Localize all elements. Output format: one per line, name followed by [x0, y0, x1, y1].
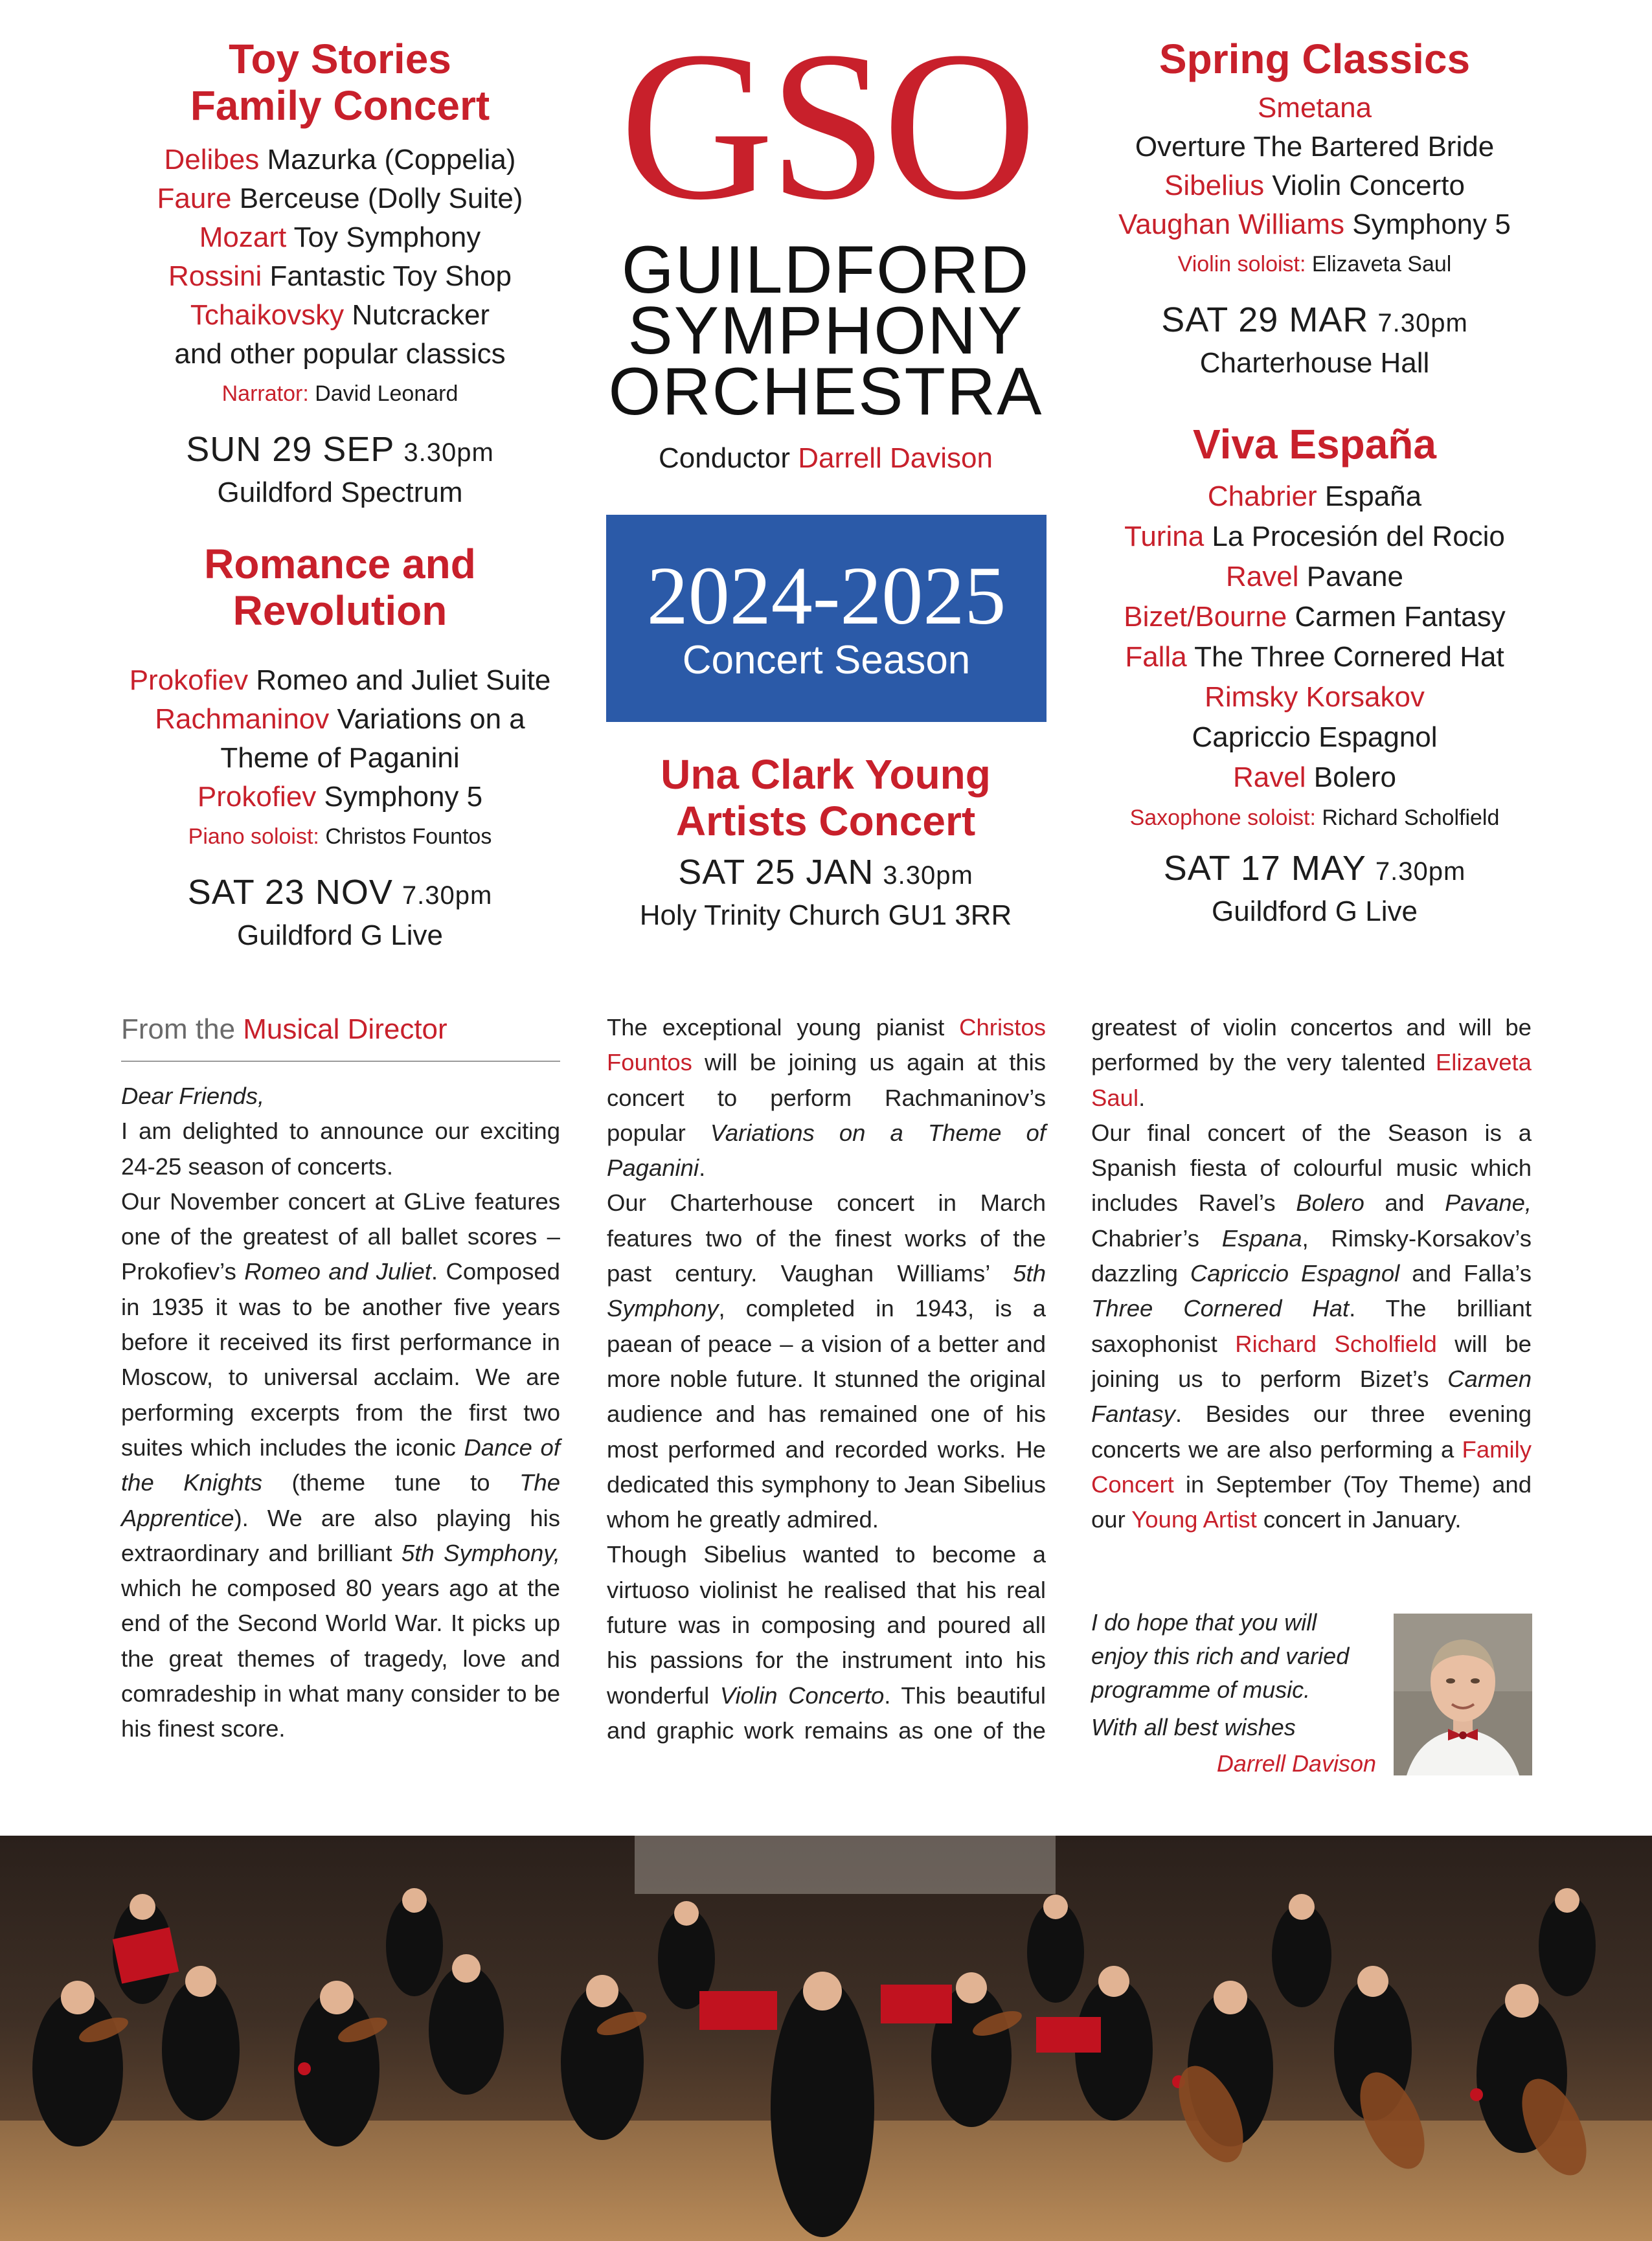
letter-column-3-content	[1091, 1010, 1532, 1537]
programme-extra: and other popular classics	[174, 338, 506, 370]
programme-item: Rimsky Korsakov	[1205, 681, 1425, 713]
concert-spring-classics	[1069, 36, 1561, 382]
gso-wordmark: GSO	[619, 8, 1032, 244]
letter-heading: From the Musical Director	[121, 1010, 560, 1062]
concert-title: Una Clark Young Artists Concert	[661, 751, 991, 844]
programme-item: Vaughan Williams Symphony 5	[1118, 208, 1511, 240]
programme-item: Sibelius Violin Concerto	[1164, 170, 1465, 201]
letter-paragraph: Our November concert at GLive features one of the greatest of all ballet scores – Prokofiev’s Romeo and Juliet. Composed in 1935 it was to be another five years before it received its first performance in Moscow, to universal acclaim. We are performing excerpts from the first two suites which includes the iconic Dance of the Knights (theme tune to The Apprentice). We are also playing his extraordinary and brilliant 5th Symphony, which he composed 80 years ago at the end of the Second World War. It picks up the great themes of tragedy, love and comradeship in what many consider to be his finest score.	[121, 1188, 560, 1742]
programme-item: Rossini Fantastic Toy Shop	[168, 260, 512, 292]
letter-paragraph: I am delighted to announce our exciting 24-25 season of concerts.	[121, 1118, 560, 1180]
programme-item: Turina La Procesión del Rocio	[1124, 521, 1505, 552]
letter-paragraph: Our Charterhouse concert in March features two of the finest works of the past century. Vaughan Williams’ 5th Symphony, completed in 1943, is a paean of peace – a vision of a better and more noble future. It stunned the original audience and has remained one of his most performed and recorded works. He dedicated this symphony to Jean Sibelius whom he greatly admired.	[607, 1189, 1046, 1533]
concert-young-artists	[599, 751, 1052, 934]
soloist-credit: Narrator: David Leonard	[221, 381, 458, 406]
programme-item: Delibes Mazurka (Coppelia)	[164, 144, 516, 175]
letter-signoff: I do hope that you will enjoy this rich and varied programme of music. With all best wishes Darrell Davison	[1091, 1606, 1376, 1781]
signature: Darrell Davison	[1216, 1750, 1376, 1777]
season-label: Concert Season	[682, 638, 971, 682]
programme-item: Ravel Bolero	[1233, 761, 1396, 793]
programme-item: Bizet/Bourne Carmen Fantasy	[1124, 601, 1506, 633]
concert-title: Toy Stories Family Concert	[190, 36, 490, 129]
programme-item: Prokofiev Romeo and Juliet Suite	[129, 664, 551, 696]
soloist-credit: Violin soloist: Elizaveta Saul	[1177, 252, 1452, 276]
conductor-portrait	[1394, 1614, 1532, 1775]
letter-column-1	[121, 1079, 560, 1747]
concert-venue: Guildford G Live	[237, 919, 443, 951]
concert-venue: Guildford Spectrum	[217, 477, 463, 508]
season-years: 2024-2025	[646, 550, 1006, 642]
programme-item: Tchaikovsky Nutcracker	[190, 299, 490, 331]
conductor-credit: Conductor Darrell Davison	[658, 442, 993, 474]
programme-item: Capriccio Espagnol	[1192, 721, 1438, 753]
soloist-credit: Saxophone soloist: Richard Scholfield	[1129, 805, 1500, 830]
orchestra-photo	[0, 1836, 1652, 2241]
orchestra-name-line: SYMPHONY	[628, 293, 1024, 368]
letter-paragraph: Our final concert of the Season is a Spanish fiesta of colourful music which includes Ravel’s Bolero and Pavane, Chabrier’s Espana, Rimsky-Korsakov’s dazzling Capriccio Espagnol and Falla’s Three Cornered Hat. The brilliant saxophonist Richard Scholfield will be joining us to perform Bizet’s Carmen Fantasy. Besides our three evening concerts we are also performing a Family Concert in September (Toy Theme) and our Young Artist concert in January.	[1091, 1119, 1532, 1533]
concert-date: SAT 25 JAN 3.30pm	[678, 853, 973, 892]
letter-paragraph: The exceptional young pianist Christos Fountos will be joining us again at this concert to perform Rachmaninov’s popular Variations on a Theme of Paganini.	[607, 1014, 1046, 1182]
programme-item: Overture The Bartered Bride	[1135, 131, 1495, 163]
concert-viva-espana	[1069, 421, 1561, 930]
concert-date: SAT 23 NOV 7.30pm	[187, 873, 493, 912]
letter-greeting: Dear Friends,	[121, 1083, 265, 1109]
concert-venue: Guildford G Live	[1212, 895, 1418, 927]
programme-item: Faure Berceuse (Dolly Suite)	[157, 183, 523, 214]
concert-date: SAT 29 MAR 7.30pm	[1161, 300, 1468, 339]
soloist-credit: Piano soloist: Christos Fountos	[188, 824, 492, 849]
concert-title: Viva España	[1193, 421, 1436, 467]
season-banner	[606, 515, 1047, 722]
programme-item: Chabrier España	[1207, 480, 1422, 512]
concert-romance-revolution	[97, 541, 583, 954]
letter-paragraph: Though Sibelius wanted to become a virtuoso violinist he realised that his real future was in composing and poured all his passions for the instrument into his wonderful Violin Concerto. This beautiful and graphic work remains as one of the	[607, 1541, 1046, 1744]
orchestra-name-line: GUILDFORD	[621, 232, 1030, 308]
concert-date: SUN 29 SEP 3.30pm	[186, 430, 494, 469]
programme-item: Smetana	[1257, 92, 1372, 124]
programme-item: Rachmaninov Variations on a	[155, 703, 525, 735]
orchestra-name-line: ORCHESTRA	[608, 354, 1043, 429]
letter-column-2	[607, 1010, 1046, 1748]
programme-item: Falla The Three Cornered Hat	[1125, 641, 1504, 673]
concert-venue: Charterhouse Hall	[1199, 347, 1430, 379]
concert-title: Spring Classics	[1159, 36, 1471, 82]
concert-date: SAT 17 MAY 7.30pm	[1163, 849, 1466, 888]
concert-toy-stories	[97, 36, 583, 512]
concert-venue: Holy Trinity Church GU1 3RR	[639, 899, 1012, 931]
orchestra-logo	[599, 8, 1052, 478]
programme-item: Theme of Paganini	[220, 742, 460, 774]
programme-item: Mozart Toy Symphony	[199, 221, 481, 253]
programme-item: Prokofiev Symphony 5	[197, 781, 483, 813]
letter-paragraph: greatest of violin concertos and will be performed by the very talented Elizaveta Saul.	[1091, 1014, 1532, 1111]
programme-item: Ravel Pavane	[1226, 561, 1403, 592]
concert-title: Romance and Revolution	[204, 541, 476, 634]
